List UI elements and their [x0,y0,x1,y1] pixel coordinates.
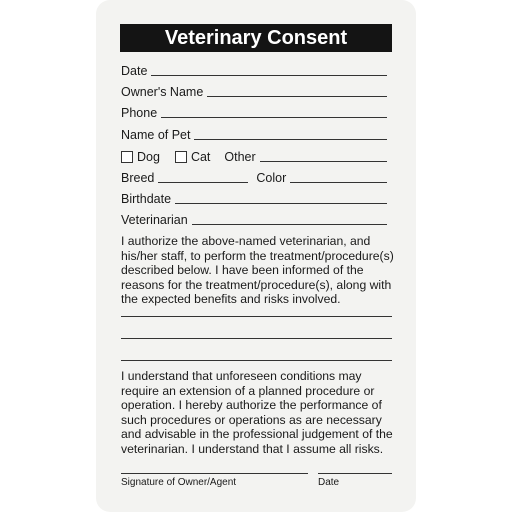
procedure-line-2[interactable] [121,338,392,339]
dog-label: Dog [137,150,160,164]
date-field[interactable] [121,62,387,78]
name-of-pet-label: Name of Pet [121,128,191,142]
consent-card [96,0,416,512]
birthdate-field[interactable] [121,190,387,206]
owners-name-line[interactable] [207,96,387,97]
name-of-pet-line[interactable] [194,139,387,140]
dog-checkbox-group[interactable] [121,150,160,164]
phone-field[interactable] [121,104,387,120]
breed-color-row [121,169,387,185]
breed-label: Breed [121,171,155,185]
risks-paragraph: I understand that unforeseen conditions may require an extension of a planned procedure or operation. I hereby authorize the performance of such procedures or operations as are necessary and advisable in the professional judgement of the veterinarian. I understand that I assume all risks. [121,369,393,456]
birthdate-label: Birthdate [121,192,172,206]
color-line[interactable] [290,182,387,183]
authorization-paragraph: I authorize the above-named veterinarian, and his/her staff, to perform the treatment/procedure(s) described below. I have been informed of the reasons for the treatment/procedure(s), along with the expected benefits and risks involved. [121,234,394,307]
phone-label: Phone [121,106,158,120]
signature-date-label: Date [318,477,340,488]
date-label: Date [121,64,148,78]
signature-label: Signature of Owner/Agent [121,477,237,488]
veterinarian-field[interactable] [121,211,387,227]
phone-line[interactable] [161,117,387,118]
breed-line[interactable] [158,182,248,183]
signature-date-line[interactable] [318,473,392,474]
cat-label: Cat [190,150,211,164]
birthdate-line[interactable] [175,203,387,204]
signature-line[interactable] [121,473,308,474]
procedure-line-1[interactable] [121,316,392,317]
date-line[interactable] [151,75,387,76]
name-of-pet-field[interactable] [121,126,387,142]
form-title: Veterinary Consent [120,24,392,52]
dog-checkbox[interactable] [121,151,133,163]
other-label: Other [224,150,256,164]
other-line[interactable] [260,161,387,162]
species-row [121,148,387,164]
color-label: Color [256,171,287,185]
owners-name-field[interactable] [121,83,387,99]
cat-checkbox[interactable] [175,151,187,163]
owners-name-label: Owner's Name [121,85,204,99]
veterinarian-label: Veterinarian [121,213,188,227]
cat-checkbox-group[interactable] [175,150,210,164]
procedure-line-3[interactable] [121,360,392,361]
veterinarian-line[interactable] [192,224,387,225]
